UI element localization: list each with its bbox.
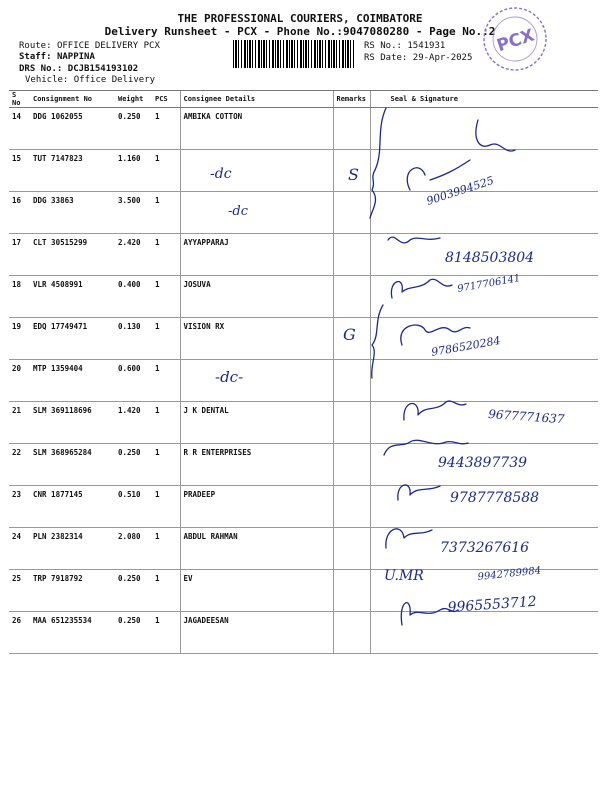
company-seal-stamp <box>480 6 550 72</box>
rs-date-line <box>364 53 472 64</box>
cell-signature <box>370 486 598 528</box>
cell-consignment-no: MAA 651235534 <box>30 612 115 654</box>
runsheet-company-title: THE PROFESSIONAL COURIERS, COIMBATORE <box>177 12 423 25</box>
cell-consignment-no: DDG 1062055 <box>30 108 115 150</box>
cell-weight: 1.160 <box>115 150 152 192</box>
handwritten-phone: 9003994525 <box>424 173 496 208</box>
cell-pcs: 1 <box>152 570 180 612</box>
cell-consignment-no: TRP 7918792 <box>30 570 115 612</box>
cell-consignee: JOSUVA <box>180 276 333 318</box>
remark-mark-g: G <box>343 325 356 344</box>
cell-remarks <box>333 360 370 402</box>
cell-signature <box>370 402 598 444</box>
table-row <box>9 360 598 402</box>
cell-weight: 3.500 <box>115 192 152 234</box>
cell-signature <box>370 150 598 192</box>
cell-remarks <box>333 150 370 192</box>
cell-consignee: J K DENTAL <box>180 402 333 444</box>
col-header-consignment: Consignment No <box>30 91 115 108</box>
drs-value: DCJB154193102 <box>67 64 139 74</box>
dc-mark-row-16: -dc <box>228 204 248 219</box>
cell-signature <box>370 570 598 612</box>
cell-remarks <box>333 528 370 570</box>
cell-sno: 16 <box>9 192 30 234</box>
cell-consignee <box>180 150 333 192</box>
cell-remarks <box>333 402 370 444</box>
vehicle-value: Office Delivery <box>73 75 156 85</box>
handwritten-phone: 9787778588 <box>450 490 540 506</box>
handwritten-phone: 9786520284 <box>430 333 502 359</box>
cell-pcs: 1 <box>152 276 180 318</box>
cell-remarks <box>333 570 370 612</box>
cell-signature <box>370 108 598 150</box>
route-line <box>19 41 160 52</box>
cell-signature <box>370 192 598 234</box>
cell-signature <box>370 234 598 276</box>
cell-pcs: 1 <box>152 402 180 444</box>
drs-line <box>19 64 138 75</box>
cell-sno: 20 <box>9 360 30 402</box>
handwritten-phone: 9965553712 <box>447 593 538 616</box>
runsheet-subtitle: Delivery Runsheet - PCX - Phone No.:9047080280 - Page No.:2 <box>104 25 496 38</box>
cell-weight: 0.510 <box>115 486 152 528</box>
cell-signature <box>370 528 598 570</box>
cell-sno: 22 <box>9 444 30 486</box>
cell-consignee: ABDUL RAHMAN <box>180 528 333 570</box>
cell-remarks <box>333 108 370 150</box>
handwritten-phone: 9717706141 <box>456 273 522 295</box>
handwritten-phone: 9443897739 <box>438 455 528 471</box>
table-row <box>9 108 598 150</box>
cell-consignment-no: EDQ 17749471 <box>30 318 115 360</box>
route-label: Route: <box>19 41 52 51</box>
table-row <box>9 528 598 570</box>
cell-sno: 21 <box>9 402 30 444</box>
vehicle-line <box>25 75 155 86</box>
table-row <box>9 486 598 528</box>
table-row <box>9 570 598 612</box>
col-header-weight: Weight <box>115 91 152 108</box>
handwritten-phone: 7373267616 <box>440 540 530 556</box>
table-row <box>9 402 598 444</box>
cell-consignment-no: SLM 369118696 <box>30 402 115 444</box>
dc-mark-row-20: -dc- <box>215 368 244 386</box>
cell-pcs: 1 <box>152 150 180 192</box>
cell-weight: 0.250 <box>115 108 152 150</box>
table-row <box>9 150 598 192</box>
handwritten-phone: 8148503804 <box>445 250 535 266</box>
cell-consignment-no: CNR 1877145 <box>30 486 115 528</box>
cell-sno: 15 <box>9 150 30 192</box>
cell-consignment-no: SLM 368965284 <box>30 444 115 486</box>
col-header-consignee: Consignee Details <box>180 91 333 108</box>
col-header-signature: Seal & Signature <box>370 91 598 108</box>
cell-sno: 19 <box>9 318 30 360</box>
cell-signature <box>370 444 598 486</box>
cell-pcs: 1 <box>152 444 180 486</box>
cell-pcs: 1 <box>152 192 180 234</box>
cell-consignee: JAGADEESAN <box>180 612 333 654</box>
cell-consignment-no: TUT 7147823 <box>30 150 115 192</box>
rs-no-label: RS No.: <box>364 41 402 51</box>
cell-signature <box>370 318 598 360</box>
cell-consignee <box>180 192 333 234</box>
staff-label: Staff: <box>19 52 52 62</box>
cell-weight: 0.250 <box>115 444 152 486</box>
cell-weight: 0.250 <box>115 570 152 612</box>
cell-pcs: 1 <box>152 528 180 570</box>
cell-consignee: AMBIKA COTTON <box>180 108 333 150</box>
table-row <box>9 444 598 486</box>
cell-pcs: 1 <box>152 318 180 360</box>
rs-date-label: RS Date: <box>364 53 408 63</box>
dc-mark-row-15: -dc <box>210 166 232 182</box>
cell-pcs: 1 <box>152 486 180 528</box>
cell-consignment-no: CLT 30515299 <box>30 234 115 276</box>
cell-sno: 14 <box>9 108 30 150</box>
cell-weight: 2.420 <box>115 234 152 276</box>
handwritten-phone: 9677771637 <box>487 407 565 427</box>
cell-consignee <box>180 360 333 402</box>
table-header-row <box>9 91 598 108</box>
drs-label: DRS No.: <box>19 64 63 74</box>
cell-weight: 0.600 <box>115 360 152 402</box>
cell-sno: 17 <box>9 234 30 276</box>
col-header-pcs: PCS <box>152 91 180 108</box>
cell-weight: 0.130 <box>115 318 152 360</box>
table-row <box>9 276 598 318</box>
route-value: OFFICE DELIVERY PCX <box>56 41 160 51</box>
signature-row-25: U.MR <box>384 568 424 584</box>
staff-line <box>19 52 95 63</box>
svg-text:PCX: PCX <box>494 25 537 57</box>
col-header-sno: S No <box>9 91 30 108</box>
table-row <box>9 318 598 360</box>
cell-weight: 1.420 <box>115 402 152 444</box>
staff-value: NAPPINA <box>56 52 95 62</box>
cell-remarks <box>333 486 370 528</box>
cell-weight: 0.250 <box>115 612 152 654</box>
cell-remarks <box>333 192 370 234</box>
table-row <box>9 192 598 234</box>
runsheet-table <box>9 90 598 654</box>
cell-pcs: 1 <box>152 234 180 276</box>
cell-pcs: 1 <box>152 612 180 654</box>
cell-remarks <box>333 318 370 360</box>
barcode <box>233 40 355 68</box>
cell-sno: 26 <box>9 612 30 654</box>
col-header-remarks: Remarks <box>333 91 370 108</box>
cell-weight: 2.080 <box>115 528 152 570</box>
remark-mark-s: S <box>348 165 359 184</box>
cell-consignment-no: DDG 33863 <box>30 192 115 234</box>
cell-pcs: 1 <box>152 360 180 402</box>
cell-consignment-no: MTP 1359404 <box>30 360 115 402</box>
cell-remarks <box>333 234 370 276</box>
cell-consignee: R R ENTERPRISES <box>180 444 333 486</box>
cell-remarks <box>333 444 370 486</box>
cell-consignment-no: VLR 4508991 <box>30 276 115 318</box>
cell-consignee: VISION RX <box>180 318 333 360</box>
cell-consignee: AYYAPPARAJ <box>180 234 333 276</box>
cell-consignment-no: PLN 2382314 <box>30 528 115 570</box>
cell-consignee: PRADEEP <box>180 486 333 528</box>
vehicle-label: Vehicle: <box>25 75 69 85</box>
cell-sno: 24 <box>9 528 30 570</box>
cell-sno: 25 <box>9 570 30 612</box>
cell-sno: 18 <box>9 276 30 318</box>
table-row <box>9 612 598 654</box>
rs-no-line <box>364 41 445 52</box>
cell-pcs: 1 <box>152 108 180 150</box>
cell-remarks <box>333 612 370 654</box>
rs-date-value: 29-Apr-2025 <box>412 53 473 63</box>
cell-consignee: EV <box>180 570 333 612</box>
cell-signature <box>370 276 598 318</box>
cell-signature <box>370 360 598 402</box>
handwritten-phone: 9942789984 <box>477 565 542 583</box>
table-row <box>9 234 598 276</box>
rs-no-value: 1541931 <box>407 41 446 51</box>
cell-sno: 23 <box>9 486 30 528</box>
cell-signature <box>370 612 598 654</box>
cell-weight: 0.400 <box>115 276 152 318</box>
cell-remarks <box>333 276 370 318</box>
